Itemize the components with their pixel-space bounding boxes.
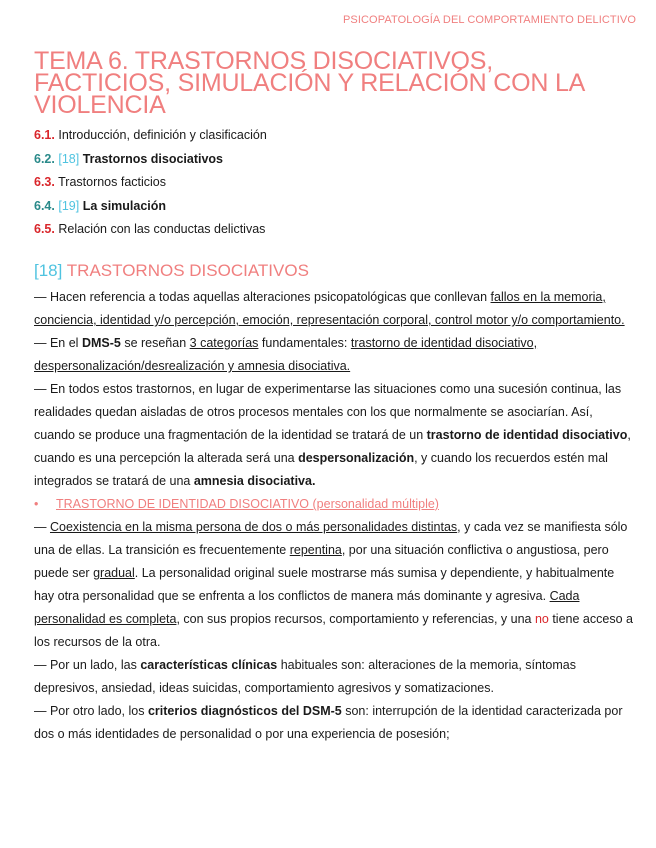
toc-label: Trastornos facticios <box>58 175 167 189</box>
paragraph-fragmentation <box>34 378 634 493</box>
bold-text: criterios diagnósticos del DSM-5 <box>147 704 342 718</box>
toc-number: 6.3. <box>34 175 55 189</box>
section-tag: [18] <box>34 261 63 280</box>
text-run: — En el <box>34 336 82 350</box>
bold-text: características clínicas <box>140 658 278 672</box>
underlined-text: fallos en la memoria, conciencia, identidad y/o percepción, emoción, representación corporal, control motor y/o comportamiento. <box>34 290 625 327</box>
text-run: , y cuando los recuerdos estén mal integrados se tratará de una <box>34 451 608 488</box>
section-heading <box>34 261 309 281</box>
underlined-text: Coexistencia en la misma persona de dos o más personalidades distintas <box>49 520 458 534</box>
toc-item <box>34 124 267 148</box>
toc-item <box>34 218 267 242</box>
text-run: , cuando es una percepción la alterada será una <box>34 428 631 465</box>
toc-item <box>34 171 267 195</box>
text-run: . La personalidad original suele mostrarse más sumisa y dependiente, y habitualmente hay otra personalidad que se enfrenta a los conflictos de manera más dominante y agresiva. <box>34 566 615 603</box>
bullet-heading <box>34 493 634 516</box>
section-title: TRASTORNOS DISOCIATIVOS <box>66 261 309 280</box>
text-run: fundamentales: <box>258 336 351 350</box>
text-run: — Por un lado, las <box>34 658 141 672</box>
toc-number: 6.4. <box>34 198 55 213</box>
toc-item <box>34 148 267 172</box>
bold-text: trastorno de identidad disociativo <box>426 428 628 442</box>
running-header: PSICOPATOLOGÍA DEL COMPORTAMIENTO DELICTIVO <box>342 14 636 26</box>
toc-label: Trastornos disociativos <box>82 151 224 166</box>
text-run: se reseñan <box>120 336 190 350</box>
bullet-text: TRASTORNO DE IDENTIDAD DISOCIATIVO (personalidad múltiple) <box>56 497 439 511</box>
text-run: son: interrupción de la identidad caracterizada por dos o más identidades de personalidad o por una experiencia de posesión; <box>34 704 623 741</box>
paragraph-definition <box>34 286 634 332</box>
page-title: TEMA 6. TRASTORNOS DISOCIATIVOS, FACTICIOS, SIMULACIÓN Y RELACIÓN CON LA VIOLENCIA <box>34 47 584 119</box>
bold-text: DMS-5 <box>81 336 121 350</box>
table-of-contents <box>34 124 267 242</box>
underlined-text: Cada personalidad es completa <box>34 589 580 626</box>
underlined-text: repentina <box>289 543 342 557</box>
toc-number: 6.2. <box>34 151 55 166</box>
text-run: , por una situación conflictiva o angustiosa, pero puede ser <box>34 543 609 580</box>
bullet-dot: • <box>34 497 39 511</box>
text-run: , y cada vez se manifiesta sólo una de ellas. La transición es frecuentemente <box>34 520 628 557</box>
text-run: — Hacen referencia a todas aquellas alteraciones psicopatológicas que conllevan <box>34 290 491 304</box>
toc-number: 6.1. <box>34 128 55 142</box>
toc-tag: [19] <box>58 198 80 213</box>
paragraph-diagnostic <box>34 700 634 746</box>
highlighted-text: no <box>534 612 549 626</box>
underlined-text: gradual <box>93 566 135 580</box>
paragraph-dsm-categories <box>34 332 634 378</box>
text-run: — <box>34 520 50 534</box>
toc-label: Introducción, definición y clasificación <box>58 128 267 142</box>
text-run: — Por otro lado, los <box>34 704 148 718</box>
paragraph-clinical <box>34 654 634 700</box>
underlined-text: 3 categorías <box>189 336 259 350</box>
text-run: — En todos estos trastornos, en lugar de experimentarse las situaciones como una sucesión continua, las realidades quedan aisladas de otros procesos mentales con los que normalmente se asociarían. Así, cuando se produce una fragmentación de la identidad se tratará de un <box>34 382 622 442</box>
toc-item <box>34 195 267 219</box>
text-run: habituales son: alteraciones de la memoria, síntomas depresivos, ansiedad, ideas suicidas, comportamiento agresivos y somatizaciones. <box>34 658 576 695</box>
paragraph-coexistence <box>34 516 634 654</box>
body-text <box>34 286 634 746</box>
bold-text: despersonalización <box>298 451 415 465</box>
bold-text: amnesia disociativa. <box>193 474 316 488</box>
text-run: tiene acceso a los recursos de la otra. <box>34 612 633 649</box>
text-run: , con sus propios recursos, comportamiento y referencias, y una <box>176 612 535 626</box>
underlined-text: trastorno de identidad disociativo, despersonalización/desrealización y amnesia disociativa. <box>34 336 538 373</box>
toc-tag: [18] <box>58 151 80 166</box>
toc-number: 6.5. <box>34 222 55 236</box>
toc-label: Relación con las conductas delictivas <box>58 222 266 236</box>
toc-label: La simulación <box>82 198 167 213</box>
